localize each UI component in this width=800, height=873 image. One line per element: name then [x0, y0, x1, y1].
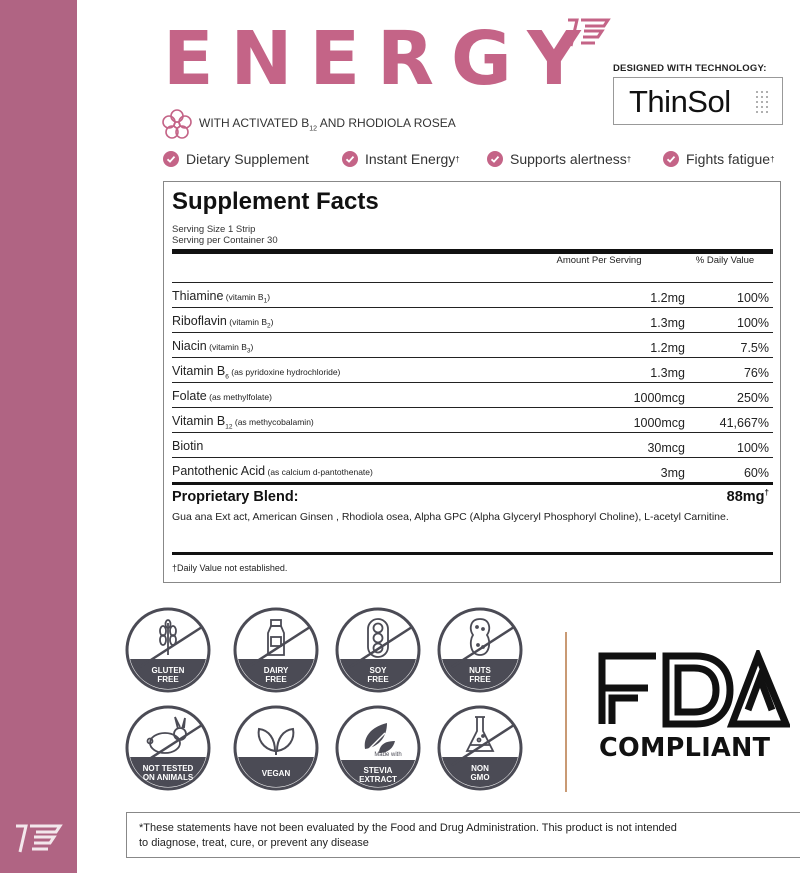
- proprietary-blend-label: Proprietary Blend:: [172, 489, 299, 505]
- fda-logo: [598, 650, 790, 730]
- fda-compliant-label: COMPLIANT: [599, 733, 771, 763]
- nutrient-row: Pantothenic Acid (as calcium d-pantothenate) 3mg 60%: [172, 464, 769, 480]
- brand-logo-icon: [12, 820, 64, 856]
- check-circle-icon: [163, 151, 179, 167]
- divider: [172, 332, 773, 333]
- supplement-facts-panel: [163, 181, 781, 583]
- check-circle-icon: [342, 151, 358, 167]
- claim-item: Instant Energy †: [342, 151, 460, 167]
- divider: [172, 382, 773, 383]
- nuts-free-badge: NUTS FREE: [437, 607, 523, 693]
- servings-per-container: Serving per Container 30: [172, 235, 278, 246]
- divider: [172, 432, 773, 433]
- daily-value-header: % Daily Value: [695, 255, 755, 266]
- nutrient-row: Biotin 30mcg 100%: [172, 439, 769, 455]
- divider: [172, 282, 773, 283]
- nutrient-row: Folate (as methylfolate) 1000mcg 250%: [172, 389, 769, 405]
- nutrient-row: Niacin (vitamin $B_3$) 1.2mg 7.5%: [172, 339, 769, 355]
- claim-item: Dietary Supplement: [163, 151, 309, 167]
- gluten-free-badge: GLUTEN FREE: [125, 607, 211, 693]
- disclaimer-line: to diagnose, treat, cure, or prevent any disease: [139, 837, 369, 849]
- flower-icon: [161, 108, 193, 140]
- fda-disclaimer: [126, 812, 800, 858]
- product-title: ENERGY: [163, 16, 598, 102]
- vertical-divider: [565, 632, 567, 792]
- technology-label: DESIGNED WITH TECHNOLOGY:: [613, 63, 767, 74]
- not-tested-on-animals-badge: NOT TESTED ON ANIMALS: [125, 705, 211, 791]
- dot-grid-icon: [754, 89, 770, 117]
- thinsol-logo: [613, 77, 783, 125]
- brand-mark-icon: [565, 16, 611, 50]
- product-tagline: WITH ACTIVATED $B_{12}$ AND RHODIOLA ROSEA: [199, 116, 456, 133]
- soy-free-badge: SOY FREE: [335, 607, 421, 693]
- divider: [172, 407, 773, 408]
- amount-header: Amount Per Serving: [556, 255, 642, 266]
- divider: [172, 552, 773, 555]
- disclaimer-line: *These statements have not been evaluated by the Food and Drug Administration. This product is not intended: [139, 822, 677, 834]
- divider: [172, 249, 773, 254]
- divider: [172, 357, 773, 358]
- divider: [172, 457, 773, 458]
- claim-item: Supports alertness †: [487, 151, 631, 167]
- serving-size: Serving Size 1 Strip: [172, 224, 256, 235]
- daily-value-footnote: †Daily Value not established.: [172, 563, 288, 573]
- divider: [172, 482, 773, 485]
- vegan-badge: VEGAN: [233, 705, 319, 791]
- divider: [172, 307, 773, 308]
- dairy-free-badge: DAIRY FREE: [233, 607, 319, 693]
- nutrient-row: Riboflavin (vitamin $B_2$) 1.3mg 100%: [172, 314, 769, 330]
- non-gmo-badge: NON GMO: [437, 705, 523, 791]
- facts-title: Supplement Facts: [172, 188, 379, 215]
- nutrient-row: Vitamin $B_{12}$ (as methycobalamin) 1000mcg 41,667%: [172, 414, 769, 431]
- nutrient-row: Vitamin $B_6$ (as pyridoxine hydrochloride) 1.3mg 76%: [172, 364, 769, 381]
- stevia-extract-badge: Made with STEVIA EXTRACT: [335, 705, 421, 791]
- claim-item: Fights fatigue †: [663, 151, 775, 167]
- proprietary-blend-ingredients: Gua ana Ext act, American Ginsen , Rhodiola osea, Alpha GPC (Alpha Glyceryl Phosphoryl Choline), L-acetyl Carnitine.: [172, 511, 729, 523]
- claims-row: [163, 151, 783, 173]
- brand-sidebar: [0, 0, 77, 873]
- proprietary-blend-amount: 88mg†: [726, 488, 769, 505]
- check-circle-icon: [487, 151, 503, 167]
- serving-info: [172, 224, 278, 246]
- technology-name: ThinSol: [629, 84, 731, 119]
- nutrient-row: Thiamine (vitamin $B_1$) 1.2mg 100%: [172, 289, 769, 305]
- check-circle-icon: [663, 151, 679, 167]
